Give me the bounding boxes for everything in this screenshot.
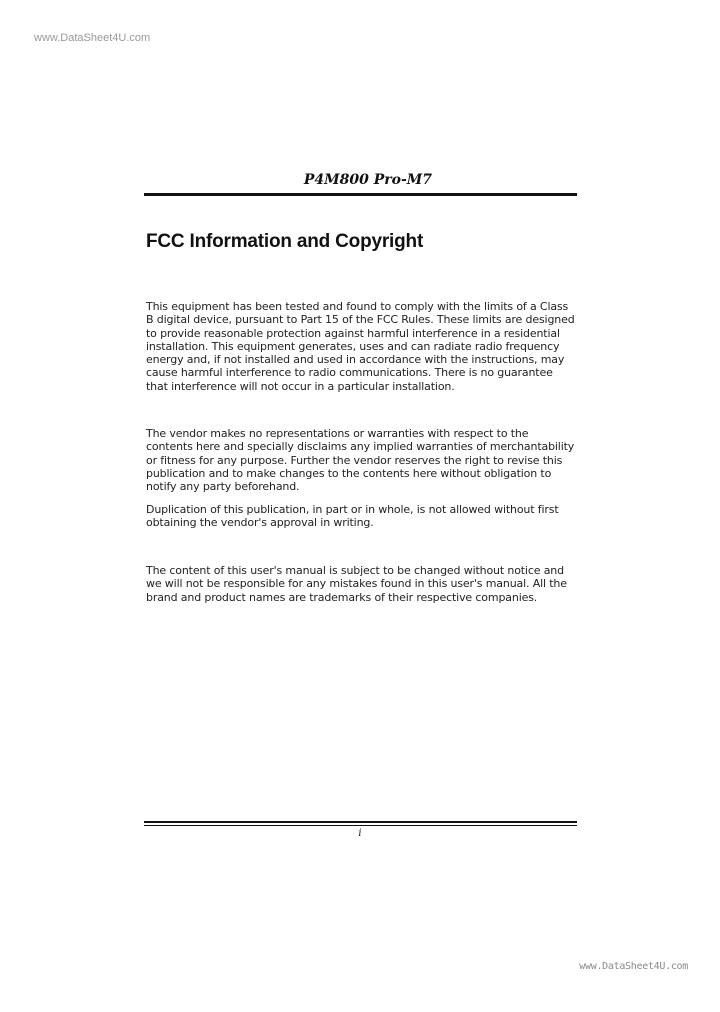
paragraph-line: energy and, if not installed and used in accordance with the instructions, may <box>146 353 565 367</box>
paragraph-line: B digital device, pursuant to Part 15 of the FCC Rules. These limits are designed <box>146 313 575 327</box>
paragraph-line: to provide reasonable protection against harmful interference in a residential <box>146 326 560 340</box>
paragraph-line: that interference will not occur in a particular installation. <box>146 379 455 393</box>
paragraph-fcc-compliance <box>146 300 582 393</box>
paragraph-line: cause harmful interference to radio communications. There is no guarantee <box>146 366 553 380</box>
footer-rule <box>144 821 577 823</box>
paragraph-line: we will not be responsible for any mistakes found in this user's manual. All the <box>146 577 567 591</box>
paragraph-line: Duplication of this publication, in part or in whole, is not allowed without first <box>146 503 559 516</box>
paragraph-line: notify any party beforehand. <box>146 480 300 494</box>
paragraph-line: This equipment has been tested and found to comply with the limits of a Class <box>146 300 569 313</box>
paragraph-duplication <box>146 503 582 530</box>
paragraph-line: obtaining the vendor's approval in writing. <box>146 516 374 530</box>
paragraph-line: publication and to make changes to the contents here without obligation to <box>146 466 552 480</box>
paragraph-line: installation. This equipment generates, uses and can radiate radio frequency <box>146 339 560 353</box>
paragraph-line: The content of this user's manual is subject to be changed without notice and <box>146 564 564 577</box>
paragraph-trademarks <box>146 564 582 604</box>
watermark-top: www.DataSheet4U.com <box>34 32 151 44</box>
footer-rule-thin <box>144 825 577 826</box>
watermark-bottom: www.DataSheet4U.com <box>579 961 688 972</box>
paragraph-line: The vendor makes no representations or warranties with respect to the <box>146 427 529 440</box>
paragraph-line: contents here and specially disclaims any implied warranties of merchantability <box>146 440 575 454</box>
header-model-title: P4M800 Pro-M7 <box>303 172 432 188</box>
paragraph-line: brand and product names are trademarks of their respective companies. <box>146 590 538 604</box>
header-rule <box>144 193 577 196</box>
page-number: i <box>358 828 362 839</box>
paragraph-vendor-disclaimer <box>146 427 582 493</box>
page-title: FCC Information and Copyright <box>146 231 424 252</box>
paragraph-line: or fitness for any purpose. Further the vendor reserves the right to revise this <box>146 453 563 467</box>
